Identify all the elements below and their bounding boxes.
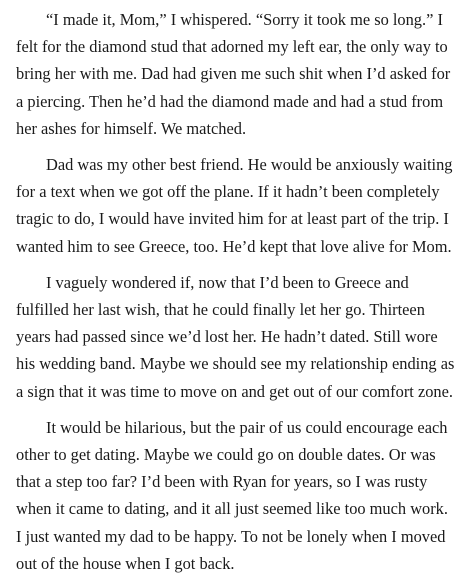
paragraph: Dad was my other best friend. He would be anxiously waiting for a text when we got off the plane. If it hadn’t been completely tragic to do, I would have invited him for at least part of the trip. I wanted him to see Greece, too. He’d kept that love alive for Mom. [16,155,453,256]
paragraph: “I made it, Mom,” I whispered. “Sorry it took me so long.” I felt for the diamond stud that adorned my left ear, the only way to bring her with me. Dad had given me such shit when I’d asked for a piercing. Then he’d had the diamond made and had a stud from her ashes for himself. We matched. [16,10,451,138]
paragraph: I vaguely wondered if, now that I’d been to Greece and fulfilled her last wish, that he could finally let her go. Thirteen years had passed since we’d lost her. He hadn’t dated. Still wore his wedding band. Maybe we should see my relationship ending as a sign that it was time to move on and get out of our comfort zone. [16,272,455,401]
paragraph: It would be hilarious, but the pair of us could encourage each other to get dating. Maybe we could go on double dates. Or was that a step too far? I’d been with Ryan for years, so I was rusty when it came to dating, and it all just seemed like too much work. I just wanted my dad to be happy. To not be lonely when I moved out of the house when I got back. [16,417,448,573]
